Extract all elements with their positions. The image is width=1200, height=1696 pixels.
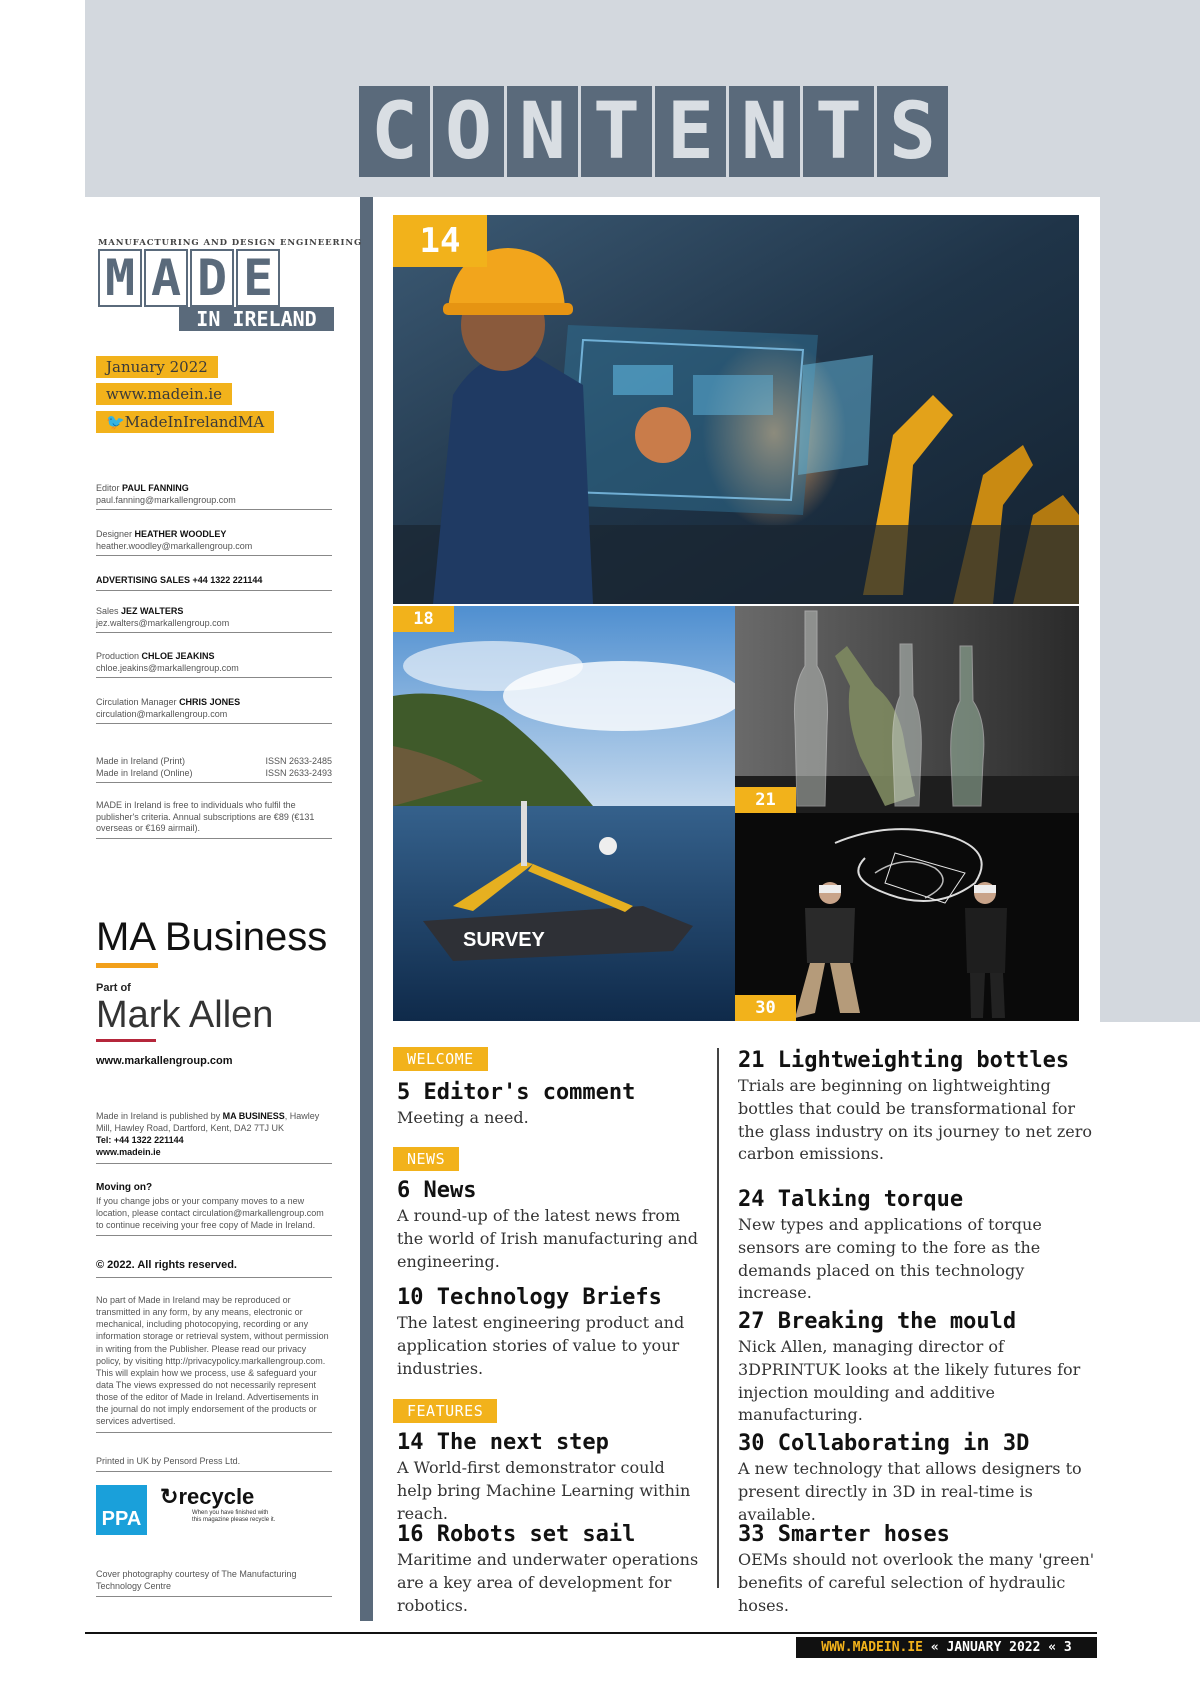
article-talking-torque[interactable]	[738, 1187, 1098, 1305]
page-badge-30: 30	[735, 995, 796, 1021]
logo-subtitle: IN IRELAND	[179, 307, 334, 331]
article-robots-set-sail[interactable]	[397, 1522, 702, 1617]
staff-role: Editor	[96, 483, 120, 493]
article-title[interactable]: 30 Collaborating in 3D	[738, 1431, 1030, 1456]
staff-name: JEZ WALTERS	[121, 606, 184, 616]
publisher-web[interactable]: www.madein.ie	[96, 1147, 161, 1158]
staff-email[interactable]: paul.fanning@markallengroup.com	[96, 494, 236, 505]
photo-vr-collaboration[interactable]	[735, 813, 1079, 1021]
right-panel-background	[1100, 197, 1200, 1022]
article-title[interactable]: 16 Robots set sail	[397, 1522, 636, 1547]
group-url[interactable]: www.markallengroup.com	[96, 1055, 233, 1067]
issue-date-chip: January 2022	[96, 356, 218, 378]
recycle-label: recycle	[178, 1484, 255, 1509]
article-description: A World-first demonstrator could help bring Machine Learning within reach.	[397, 1458, 691, 1523]
recycle-arrow-icon: ↻	[160, 1484, 179, 1509]
publisher-address: , Hawley Mill, Hawley Road, Dartford, Kent, DA2 7TJ UK	[96, 1111, 320, 1134]
article-title[interactable]: 5 Editor's comment	[397, 1080, 636, 1105]
staff-role: Production	[96, 651, 140, 661]
issn-print-value: ISSN 2633-2485	[265, 756, 332, 766]
page-badge-18: 18	[393, 606, 454, 632]
page-title	[359, 86, 948, 177]
article-title[interactable]: 10 Technology Briefs	[397, 1285, 662, 1310]
recycle-word	[160, 1484, 290, 1510]
copyright-text: No part of Made in Ireland may be reproduced or transmitted in any form, by any means, electronic or mechanical, including photocopying, recording or any information storage or retrieval system, without permission in writing from the Publisher. Please read our privacy policy, by visiting http://privacypolicy.markallengroup.com. This will explain how we process, use & safeguard your data The views expressed do not necessarily represent those of the editor of Made in Ireland. Advertisements in the journal do not imply endorsement of the products or services advertised.	[96, 1294, 332, 1433]
logo-tagline: MANUFACTURING AND DESIGN ENGINEERING	[98, 238, 363, 248]
logo-letter: M	[98, 249, 142, 307]
footer-issue: JANUARY 2022	[946, 1640, 1041, 1655]
moving-on-text: If you change jobs or your company moves to a new location, please contact circulation@markallengroup.com to continue receiving your free copy of Made in Ireland.	[96, 1195, 324, 1230]
title-letter: S	[877, 86, 948, 177]
logo-letter: D	[190, 249, 234, 307]
photo-engineer-robots[interactable]	[393, 215, 1079, 604]
article-title[interactable]: 6 News	[397, 1178, 477, 1203]
photo-boat-image	[393, 606, 735, 1021]
section-tag-welcome: WELCOME	[393, 1047, 488, 1071]
logo-letter: A	[144, 249, 188, 307]
section-tag-news: NEWS	[393, 1147, 459, 1171]
article-title[interactable]: 21 Lightweighting bottles	[738, 1048, 1070, 1073]
staff-editor	[96, 483, 332, 510]
footer-separator: «	[1040, 1640, 1064, 1655]
staff-production	[96, 651, 332, 678]
staff-name: CHRIS JONES	[179, 697, 241, 707]
photo-survey-boat[interactable]	[393, 606, 735, 1021]
article-next-step[interactable]	[397, 1430, 702, 1525]
ppa-logo: PPA	[96, 1485, 147, 1535]
title-letter: T	[581, 86, 652, 177]
ma-business-underline	[96, 963, 158, 968]
photo-vr-image	[735, 813, 1079, 1021]
article-news[interactable]	[397, 1178, 702, 1273]
publisher-info	[96, 1110, 332, 1164]
website-link[interactable]: www.madein.ie	[96, 383, 232, 405]
issn-online-value: ISSN 2633-2493	[265, 767, 332, 778]
boat-survey-label: SURVEY	[463, 929, 545, 951]
footer-page-number: 3	[1063, 1640, 1072, 1655]
article-title[interactable]: 14 The next step	[397, 1430, 609, 1455]
mark-allen-logo: Mark Allen	[96, 994, 274, 1036]
article-description: A new technology that allows designers to present directly in 3D in real-time is available.	[738, 1459, 1082, 1524]
staff-name: PAUL FANNING	[122, 483, 189, 493]
title-letter: N	[729, 86, 800, 177]
photo-bottles-image	[735, 606, 1079, 813]
article-description: The latest engineering product and application stories of value to your industries.	[397, 1313, 685, 1378]
title-letter: T	[803, 86, 874, 177]
page-badge-14: 14	[393, 215, 487, 267]
moving-on-heading: Moving on?	[96, 1182, 153, 1193]
article-description: Meeting a need.	[397, 1108, 529, 1128]
title-letter: N	[507, 86, 578, 177]
photo-engineer-image	[393, 215, 1079, 604]
recycle-logo	[160, 1484, 290, 1534]
published-by-prefix: Made in Ireland is published by	[96, 1111, 223, 1121]
staff-circulation	[96, 697, 332, 724]
article-description: A round-up of the latest news from the world of Irish manufacturing and engineering.	[397, 1206, 698, 1271]
staff-email[interactable]: jez.walters@markallengroup.com	[96, 617, 230, 628]
publisher-name: MA BUSINESS	[222, 1111, 285, 1121]
logo-letter: E	[236, 249, 280, 307]
staff-name: CHLOE JEAKINS	[141, 651, 215, 661]
title-letter: E	[655, 86, 726, 177]
staff-role: Circulation Manager	[96, 697, 177, 707]
article-breaking-the-mould[interactable]	[738, 1309, 1098, 1427]
staff-email[interactable]: heather.woodley@markallengroup.com	[96, 540, 253, 551]
article-description: OEMs should not overlook the many 'green' benefits of careful selection of hydraulic hoses.	[738, 1550, 1095, 1615]
moving-on	[96, 1181, 332, 1236]
staff-name: HEATHER WOODLEY	[134, 529, 227, 539]
article-collaborating-in-3d[interactable]	[738, 1431, 1098, 1526]
article-description: Maritime and underwater operations are a key area of development for robotics.	[397, 1550, 699, 1615]
twitter-link[interactable]: 🐦MadeInIrelandMA	[96, 411, 274, 433]
staff-role: Designer	[96, 529, 133, 539]
part-of-label: Part of	[96, 982, 131, 994]
magazine-logo	[98, 249, 282, 307]
section-tag-features: FEATURES	[393, 1399, 497, 1423]
footer-url[interactable]: WWW.MADEIN.IE	[821, 1640, 924, 1655]
article-title[interactable]: 33 Smarter hoses	[738, 1522, 950, 1547]
article-title[interactable]: 27 Breaking the mould	[738, 1309, 1017, 1334]
issn-block	[96, 756, 332, 783]
publisher-tel: Tel: +44 1322 221144	[96, 1135, 184, 1146]
article-title[interactable]: 24 Talking torque	[738, 1187, 964, 1212]
footer-rule	[85, 1632, 1097, 1634]
cover-credit: Cover photography courtesy of The Manufacturing Technology Centre	[96, 1568, 332, 1597]
article-lightweighting-bottles[interactable]	[738, 1048, 1098, 1166]
article-technology-briefs[interactable]	[397, 1285, 702, 1380]
staff-advertising	[96, 575, 332, 591]
title-letter: C	[359, 86, 430, 177]
recycle-note	[192, 1510, 290, 1524]
recycle-note-line: When you have finished with	[192, 1510, 269, 1516]
printed-by: Printed in UK by Pensord Press Ltd.	[96, 1455, 332, 1472]
article-description: Nick Allen, managing director of 3DPRINTUK looks at the likely futures for injection moulding and additive manufacturing.	[738, 1337, 1081, 1425]
sidebar-divider-bar	[360, 197, 373, 1621]
issn-print-label: Made in Ireland (Print)	[96, 756, 186, 766]
photo-glass-bottles[interactable]	[735, 606, 1079, 813]
staff-sales	[96, 606, 332, 633]
ma-business-logo: MA Business	[96, 915, 328, 959]
staff-role: Sales	[96, 606, 119, 616]
article-description: New types and applications of torque sensors are coming to the fore as the demands placed on this technology increase.	[738, 1215, 1042, 1303]
free-note: MADE in Ireland is free to individuals who fulfil the publisher's criteria. Annual subscriptions are €89 (€131 overseas or €169 airmail).	[96, 800, 332, 839]
title-letter: O	[433, 86, 504, 177]
page-footer	[796, 1637, 1097, 1658]
article-editors-comment[interactable]	[397, 1080, 702, 1130]
recycle-note-line: this magazine please recycle it.	[192, 1517, 276, 1524]
article-description: Trials are beginning on lightweighting bottles that could be transformational for the glass industry on its journey to net zero carbon emissions.	[738, 1076, 1093, 1164]
advertising-sales: ADVERTISING SALES +44 1322 221144	[96, 575, 263, 585]
mark-allen-underline	[96, 1039, 156, 1042]
staff-designer	[96, 529, 332, 556]
article-smarter-hoses[interactable]	[738, 1522, 1098, 1617]
staff-email[interactable]: circulation@markallengroup.com	[96, 708, 228, 719]
page-badge-21: 21	[735, 787, 796, 813]
copyright-heading-block	[96, 1258, 332, 1278]
staff-email[interactable]: chloe.jeakins@markallengroup.com	[96, 662, 239, 673]
issn-online-label: Made in Ireland (Online)	[96, 767, 193, 778]
footer-separator: «	[923, 1640, 947, 1655]
copyright-heading: © 2022. All rights reserved.	[96, 1259, 237, 1271]
column-divider	[717, 1048, 719, 1588]
